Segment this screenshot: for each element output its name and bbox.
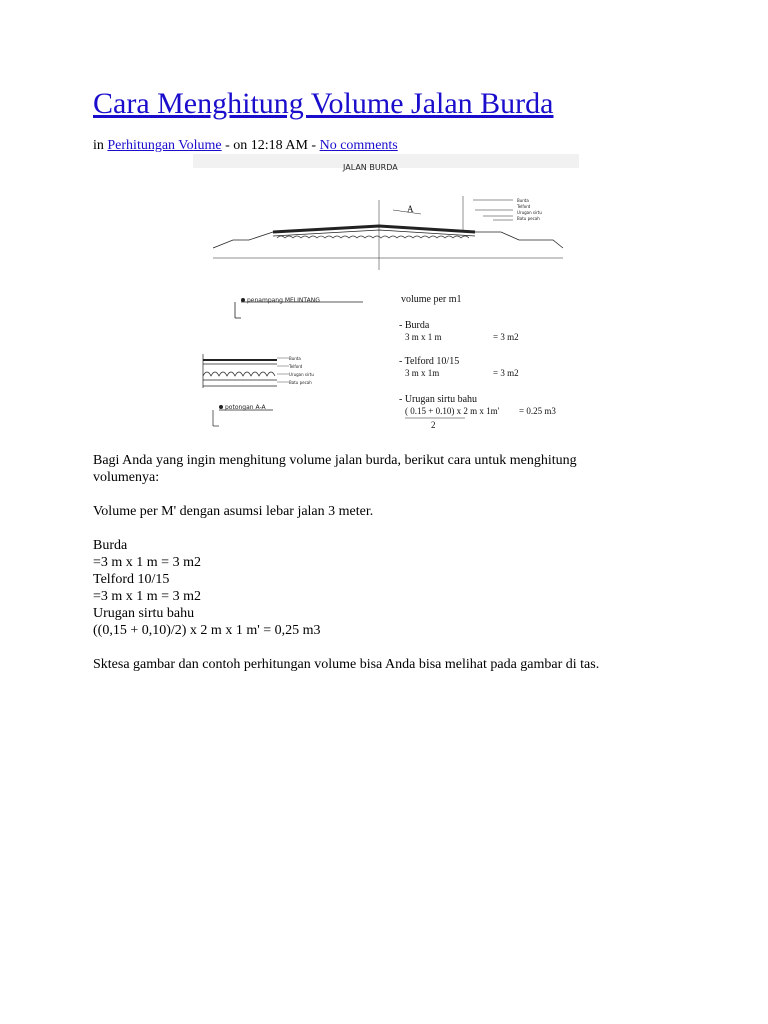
calc-telford-label: - Telford 10/15 xyxy=(399,356,460,367)
detail-layer-telford: Telford xyxy=(289,364,303,369)
layer-label-urugan: Urugan sirtu xyxy=(517,210,542,215)
section-marker: A xyxy=(407,204,414,214)
layer-label-batu: Batu pecah xyxy=(517,216,540,221)
post-meta xyxy=(93,137,693,155)
calc-urugan-expr: ( 0.15 + 0.10) x 2 m x 1m' xyxy=(405,406,500,416)
calc-line: Telford 10/15 xyxy=(93,572,170,587)
meta-time: - on 12:18 AM - xyxy=(225,138,317,153)
calc-denominator: 2 xyxy=(431,420,436,430)
meta-prefix: in xyxy=(93,138,104,153)
calc-urugan-label: - Urugan sirtu bahu xyxy=(399,394,478,405)
calc-line: Burda xyxy=(93,538,128,553)
category-link[interactable]: Perhitungan Volume xyxy=(107,138,222,153)
calc-telford-result: = 3 m2 xyxy=(493,368,519,378)
telford-stones xyxy=(277,236,469,238)
post-container xyxy=(93,86,693,672)
calc-burda-expr: 3 m x 1 m xyxy=(405,332,442,342)
cross-section-label-marker xyxy=(235,302,363,318)
layer-label-telford: Telford xyxy=(517,204,531,209)
cut-label: potongan A-A xyxy=(225,404,266,411)
calc-urugan-result: = 0.25 m3 xyxy=(519,406,556,416)
calc-burda-result: = 3 m2 xyxy=(493,332,519,342)
calc-line: Urugan sirtu bahu xyxy=(93,606,195,621)
calc-line: =3 m x 1 m = 3 m2 xyxy=(93,555,201,570)
post-title xyxy=(93,86,693,122)
figure-title: JALAN BURDA xyxy=(343,163,398,172)
cross-section-drawing xyxy=(213,196,563,270)
detail-layer-batu: Batu pecah xyxy=(289,380,312,385)
post-body xyxy=(93,452,673,673)
road-cross-section-figure xyxy=(193,154,579,448)
assumption-text: Volume per M' dengan asumsi lebar jalan 3 meter. xyxy=(93,504,374,519)
closing-text: Sktesa gambar dan contoh perhitungan volume bisa Anda bisa melihat pada gambar di tas. xyxy=(93,657,600,672)
detail-cut-drawing xyxy=(203,354,289,426)
calc-line: =3 m x 1 m = 3 m2 xyxy=(93,589,201,604)
calc-burda-label: - Burda xyxy=(399,320,430,331)
intro-line-2: volumenya: xyxy=(93,470,160,485)
detail-layer-urugan: Urugan sirtu xyxy=(289,372,314,377)
cross-section-label: penampang MELINTANG xyxy=(247,297,320,304)
intro-line-1: Bagi Anda yang ingin menghitung volume jalan burda, berikut cara untuk menghitung xyxy=(93,453,577,468)
comments-link[interactable]: No comments xyxy=(319,138,398,153)
calc-line: ((0,15 + 0,10)/2) x 2 m x 1 m' = 0,25 m3 xyxy=(93,623,321,638)
post-title-link[interactable]: Cara Menghitung Volume Jalan Burda xyxy=(93,87,554,120)
layer-label-burda: Burda xyxy=(517,198,529,203)
calc-telford-expr: 3 m x 1m xyxy=(405,368,440,378)
calc-heading: volume per m1 xyxy=(401,294,462,305)
detail-layer-burda: Burda xyxy=(289,356,301,361)
